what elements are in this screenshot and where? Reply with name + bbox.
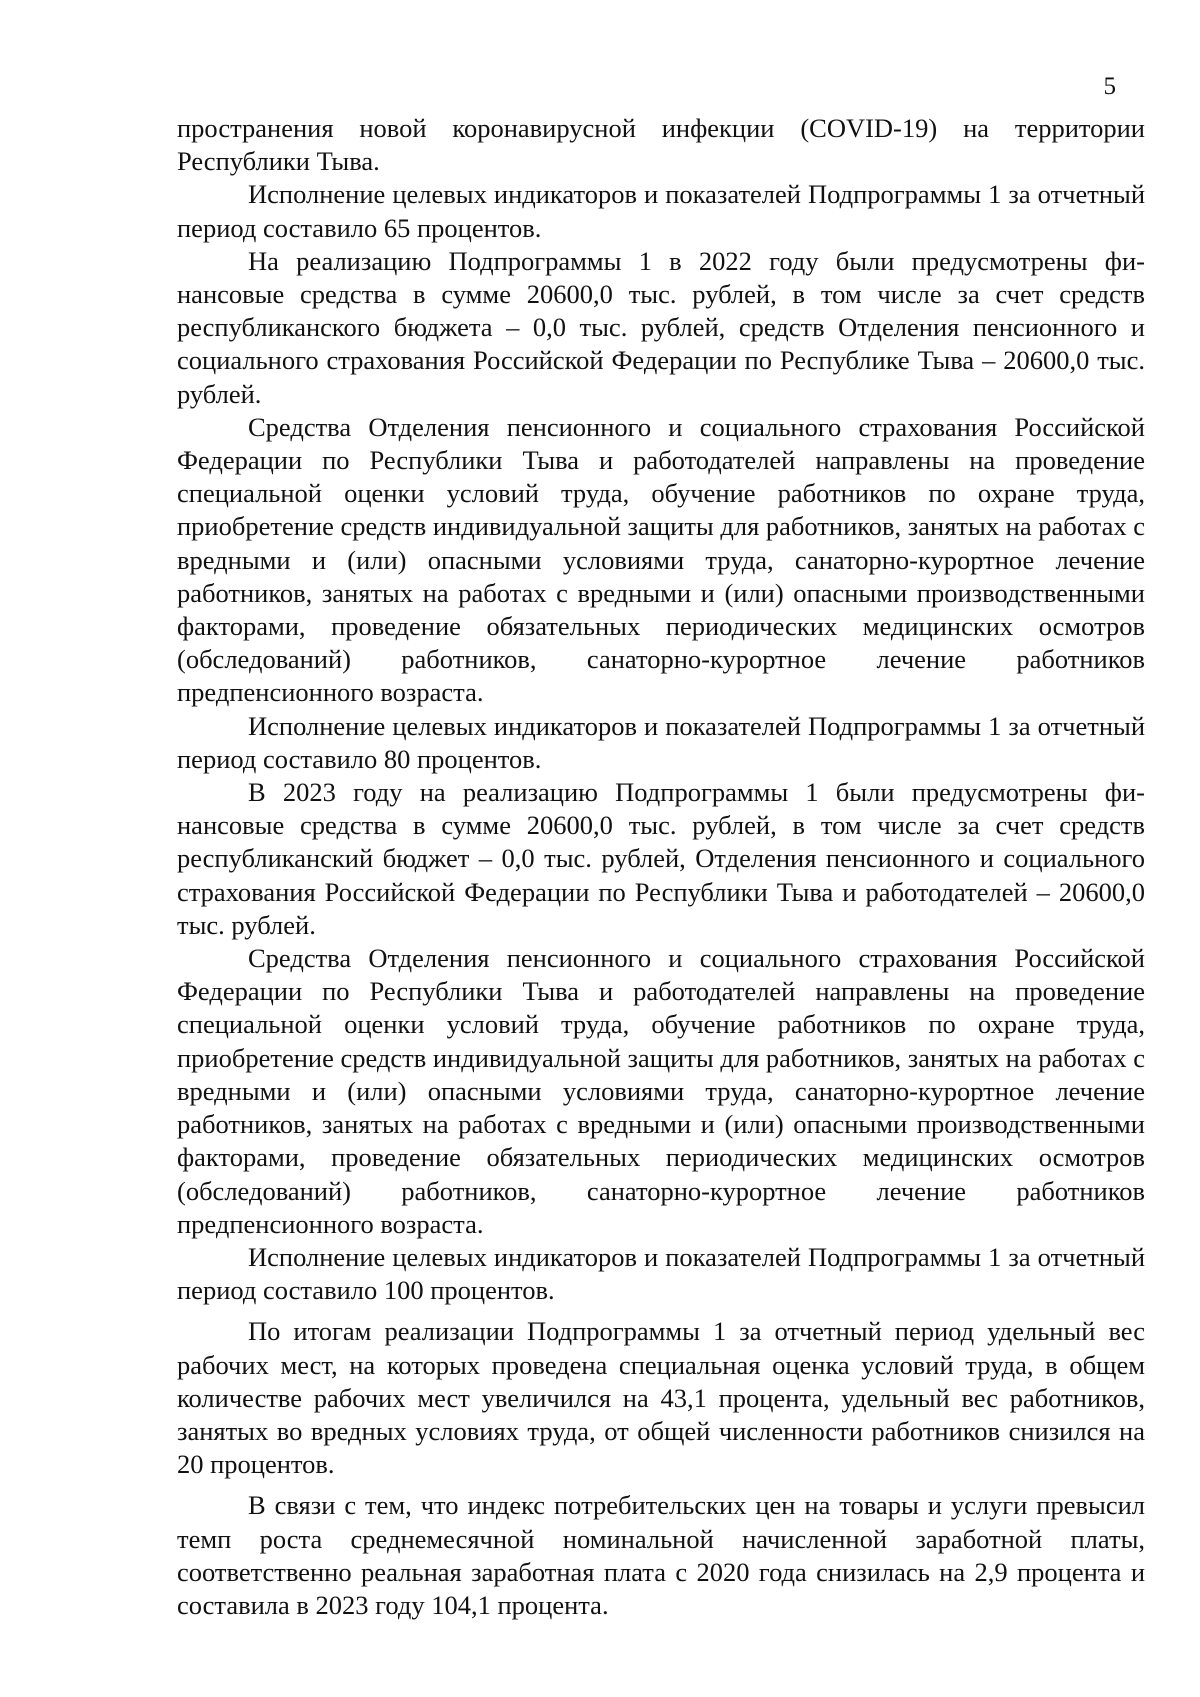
paragraph: По итогам реализации Подпрограммы 1 за отчетный период удельный вес рабочих мест, на которых проведена специальная оценка условий труда, в общем количестве рабочих мест увеличился на 43,1 процента, удельный вес работников, занятых во вредных условиях труда, от общей численности работников снизился на 20 процентов.	[177, 1316, 1145, 1480]
paragraph: В 2023 году на реализацию Подпрограммы 1 были предусмотрены финансовые средства в сумме 20600,0 тыс. рублей, в том числе за счет средств республиканский бюджет – 0,0 тыс. рублей, Отделения пенсионного и социального страхования Российской Федерации по Республики Тыва и работодателей – 20600,0 тыс. рублей.	[177, 777, 1145, 940]
paragraph: Средства Отделения пенсионного и социального страхования Российской Федерации по Республики Тыва и работодателей направлены на проведение специальной оценки условий труда, обучение работников по охране труда, приобретение средств индивидуальной защиты для работников, занятых на работах с вредными и (или) опасными условиями труда, санаторно-курортное лечение работников, занятых на работах с вредными и (или) опасными производственными факторами, проведение обязательных периодических медицинских осмотров (обследований) работников, санаторно-курортное лечение работников предпенсионного возраста.	[177, 943, 1145, 1239]
page-number: 5	[1103, 73, 1116, 100]
paragraph: Исполнение целевых индикаторов и показателей Подпрограммы 1 за отчетный период составило 100 процентов.	[177, 1241, 1145, 1306]
paragraph-continuation: пространения новой коронавирусной инфекции (COVID-19) на территории Республики Тыва.	[177, 113, 1145, 177]
paragraph: Исполнение целевых индикаторов и показателей Подпрограммы 1 за отчетный период составило 80 процентов.	[177, 710, 1145, 774]
paragraph: На реализацию Подпрограммы 1 в 2022 году были предусмотрены финансовые средства в сумме 20600,0 тыс. рублей, в том числе за счет средств республиканского бюджета – 0,0 тыс. рублей, средств Отделения пенсионного и социального страхования Российской Федерации по Республике Тыва – 20600,0 тыс. рублей.	[177, 245, 1145, 409]
body-text	[177, 112, 1145, 1622]
paragraph: Исполнение целевых индикаторов и показателей Подпрограммы 1 за отчетный период составило 65 процентов.	[177, 179, 1145, 243]
paragraph: В связи с тем, что индекс потребительских цен на товары и услуги превысил темп роста среднемесячной номинальной начисленной заработной платы, соответственно реальная заработная плата с 2020 года снизилась на 2,9 процента и составила в 2023 году 104,1 процента.	[177, 1490, 1145, 1620]
paragraph: Средства Отделения пенсионного и социального страхования Российской Федерации по Республики Тыва и работодателей направлены на проведение специальной оценки условий труда, обучение работников по охране труда, приобретение средств индивидуальной защиты для работников, занятых на работах с вредными и (или) опасными условиями труда, санаторно-курортное лечение работников, занятых на работах с вредными и (или) опасными производственными факторами, проведение обязательных периодических медицинских осмотров (обследований) работников, санаторно-курортное лечение работников предпенсионного возраста.	[177, 411, 1145, 708]
